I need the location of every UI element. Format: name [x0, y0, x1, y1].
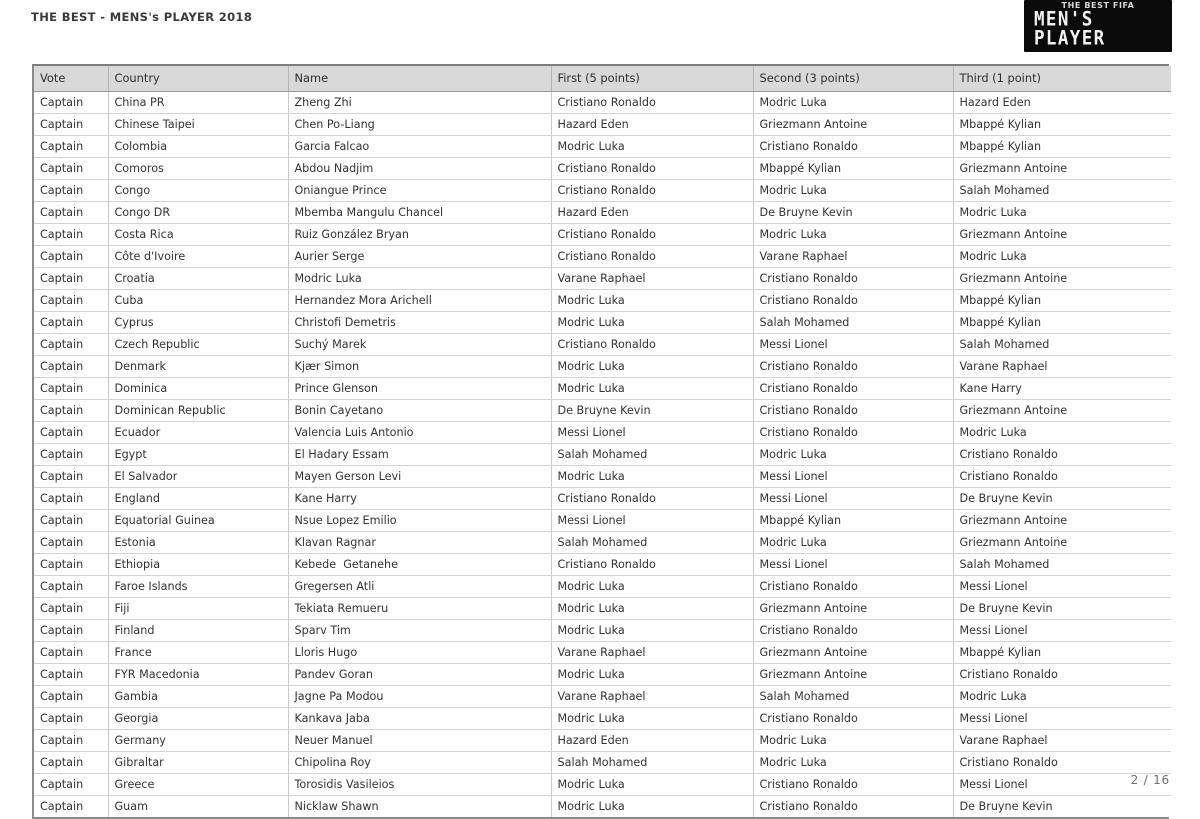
cell-name: Neuer Manuel [288, 730, 551, 752]
cell-country: FYR Macedonia [108, 664, 288, 686]
cell-first: Cristiano Ronaldo [551, 158, 753, 180]
cell-country: Greece [108, 774, 288, 796]
cell-name: Pandev Goran [288, 664, 551, 686]
cell-third: Modric Luka [953, 686, 1171, 708]
cell-country: Equatorial Guinea [108, 510, 288, 532]
table-row [34, 202, 1171, 224]
cell-first: Varane Raphael [551, 686, 753, 708]
cell-vote: Captain [34, 664, 108, 686]
table-row [34, 642, 1171, 664]
cell-name: Sparv Tim [288, 620, 551, 642]
cell-third: De Bruyne Kevin [953, 488, 1171, 510]
table-row [34, 334, 1171, 356]
cell-first: Cristiano Ronaldo [551, 180, 753, 202]
logo-player-text: PLAYER [1034, 27, 1106, 51]
cell-vote: Captain [34, 246, 108, 268]
cell-vote: Captain [34, 136, 108, 158]
cell-vote: Captain [34, 224, 108, 246]
cell-second: Modric Luka [753, 92, 953, 114]
cell-vote: Captain [34, 356, 108, 378]
cell-second: Cristiano Ronaldo [753, 708, 953, 730]
cell-name: Kankava Jaba [288, 708, 551, 730]
cell-second: Cristiano Ronaldo [753, 400, 953, 422]
cell-third: Mbappé Kylian [953, 312, 1171, 334]
cell-vote: Captain [34, 158, 108, 180]
cell-first: Modric Luka [551, 290, 753, 312]
table-row [34, 114, 1171, 136]
table-row [34, 268, 1171, 290]
cell-third: De Bruyne Kevin [953, 796, 1171, 818]
cell-second: Griezmann Antoine [753, 664, 953, 686]
cell-vote: Captain [34, 708, 108, 730]
cell-third: Cristiano Ronaldo [953, 444, 1171, 466]
cell-second: Cristiano Ronaldo [753, 290, 953, 312]
cell-country: Estonia [108, 532, 288, 554]
cell-first: Salah Mohamed [551, 444, 753, 466]
cell-name: Bonin Cayetano [288, 400, 551, 422]
table-row [34, 246, 1171, 268]
table-row [34, 136, 1171, 158]
cell-country: Costa Rica [108, 224, 288, 246]
cell-first: Modric Luka [551, 356, 753, 378]
cell-name: Prince Glenson [288, 378, 551, 400]
cell-name: Nsue Lopez Emilio [288, 510, 551, 532]
cell-vote: Captain [34, 114, 108, 136]
cell-second: Modric Luka [753, 730, 953, 752]
cell-vote: Captain [34, 642, 108, 664]
cell-second: Modric Luka [753, 532, 953, 554]
table-row [34, 752, 1171, 774]
cell-country: Dominican Republic [108, 400, 288, 422]
cell-vote: Captain [34, 312, 108, 334]
table-row [34, 554, 1171, 576]
table-row [34, 224, 1171, 246]
cell-name: Chen Po-Liang [288, 114, 551, 136]
cell-third: Messi Lionel [953, 620, 1171, 642]
cell-second: Griezmann Antoine [753, 114, 953, 136]
cell-first: Cristiano Ronaldo [551, 224, 753, 246]
cell-third: Salah Mohamed [953, 180, 1171, 202]
cell-name: Nicklaw Shawn [288, 796, 551, 818]
cell-country: Congo DR [108, 202, 288, 224]
column-header-third: Third (1 point) [953, 66, 1171, 92]
cell-name: Oniangue Prince [288, 180, 551, 202]
cell-second: Griezmann Antoine [753, 642, 953, 664]
cell-second: Modric Luka [753, 444, 953, 466]
cell-name: Modric Luka [288, 268, 551, 290]
cell-second: Cristiano Ronaldo [753, 620, 953, 642]
table-row [34, 796, 1171, 818]
cell-second: Griezmann Antoine [753, 598, 953, 620]
cell-third: Modric Luka [953, 246, 1171, 268]
cell-country: Cyprus [108, 312, 288, 334]
table-header-row [34, 66, 1171, 92]
cell-first: Messi Lionel [551, 422, 753, 444]
cell-third: Griezmann Antoine [953, 532, 1171, 554]
cell-name: Chipolina Roy [288, 752, 551, 774]
table-row [34, 532, 1171, 554]
cell-second: Cristiano Ronaldo [753, 422, 953, 444]
cell-name: Klavan Ragnar [288, 532, 551, 554]
cell-second: Messi Lionel [753, 488, 953, 510]
cell-third: Messi Lionel [953, 774, 1171, 796]
cell-third: Hazard Eden [953, 92, 1171, 114]
table-row [34, 576, 1171, 598]
cell-second: Cristiano Ronaldo [753, 136, 953, 158]
cell-country: Gambia [108, 686, 288, 708]
column-header-second: Second (3 points) [753, 66, 953, 92]
cell-vote: Captain [34, 378, 108, 400]
cell-vote: Captain [34, 290, 108, 312]
cell-first: Hazard Eden [551, 730, 753, 752]
cell-name: Aurier Serge [288, 246, 551, 268]
cell-second: Modric Luka [753, 752, 953, 774]
cell-second: Messi Lionel [753, 334, 953, 356]
cell-second: Cristiano Ronaldo [753, 774, 953, 796]
cell-first: Varane Raphael [551, 268, 753, 290]
cell-third: Griezmann Antoine [953, 158, 1171, 180]
cell-name: Valencia Luis Antonio [288, 422, 551, 444]
cell-name: Hernandez Mora Arichell [288, 290, 551, 312]
cell-vote: Captain [34, 466, 108, 488]
cell-vote: Captain [34, 334, 108, 356]
the-best-fifa-mens-player-logo [1024, 0, 1172, 52]
table-row [34, 180, 1171, 202]
cell-vote: Captain [34, 576, 108, 598]
cell-first: Salah Mohamed [551, 752, 753, 774]
column-header-country: Country [108, 66, 288, 92]
cell-first: Hazard Eden [551, 114, 753, 136]
cell-country: China PR [108, 92, 288, 114]
cell-vote: Captain [34, 796, 108, 818]
cell-country: Fiji [108, 598, 288, 620]
cell-name: Kebede Getanehe [288, 554, 551, 576]
cell-country: Congo [108, 180, 288, 202]
table-row [34, 158, 1171, 180]
cell-country: Gibraltar [108, 752, 288, 774]
cell-country: England [108, 488, 288, 510]
cell-third: Varane Raphael [953, 730, 1171, 752]
cell-name: Lloris Hugo [288, 642, 551, 664]
cell-third: Mbappé Kylian [953, 136, 1171, 158]
cell-country: Dominica [108, 378, 288, 400]
table-row [34, 774, 1171, 796]
cell-first: Modric Luka [551, 136, 753, 158]
cell-vote: Captain [34, 202, 108, 224]
cell-name: Kane Harry [288, 488, 551, 510]
cell-first: Modric Luka [551, 466, 753, 488]
cell-third: Cristiano Ronaldo [953, 664, 1171, 686]
table-row [34, 510, 1171, 532]
cell-first: Modric Luka [551, 598, 753, 620]
cell-third: Griezmann Antoine [953, 510, 1171, 532]
cell-country: Egypt [108, 444, 288, 466]
cell-vote: Captain [34, 92, 108, 114]
cell-third: Salah Mohamed [953, 554, 1171, 576]
logo-mens-text: MEN'S [1034, 8, 1094, 32]
cell-first: Hazard Eden [551, 202, 753, 224]
table-row [34, 598, 1171, 620]
cell-country: Germany [108, 730, 288, 752]
cell-third: Griezmann Antoine [953, 268, 1171, 290]
table-row [34, 356, 1171, 378]
cell-first: Modric Luka [551, 774, 753, 796]
cell-vote: Captain [34, 532, 108, 554]
cell-name: Mbemba Mangulu Chancel [288, 202, 551, 224]
cell-country: Cuba [108, 290, 288, 312]
cell-first: Cristiano Ronaldo [551, 246, 753, 268]
cell-second: Cristiano Ronaldo [753, 356, 953, 378]
cell-first: Cristiano Ronaldo [551, 92, 753, 114]
cell-first: Modric Luka [551, 708, 753, 730]
table-row [34, 620, 1171, 642]
cell-country: Georgia [108, 708, 288, 730]
cell-first: Modric Luka [551, 576, 753, 598]
cell-second: Cristiano Ronaldo [753, 268, 953, 290]
cell-second: Mbappé Kylian [753, 158, 953, 180]
cell-vote: Captain [34, 510, 108, 532]
cell-name: Mayen Gerson Levi [288, 466, 551, 488]
cell-country: Ethiopia [108, 554, 288, 576]
cell-first: Modric Luka [551, 378, 753, 400]
cell-third: Mbappé Kylian [953, 114, 1171, 136]
table-body [34, 92, 1171, 818]
cell-third: Mbappé Kylian [953, 642, 1171, 664]
cell-second: Messi Lionel [753, 466, 953, 488]
table-row [34, 312, 1171, 334]
cell-country: Finland [108, 620, 288, 642]
table-row [34, 444, 1171, 466]
cell-third: Griezmann Antoine [953, 400, 1171, 422]
column-header-first: First (5 points) [551, 66, 753, 92]
cell-third: Modric Luka [953, 202, 1171, 224]
table-header [34, 66, 1171, 92]
cell-name: El Hadary Essam [288, 444, 551, 466]
cell-vote: Captain [34, 686, 108, 708]
cell-vote: Captain [34, 400, 108, 422]
column-header-vote: Vote [34, 66, 108, 92]
table-row [34, 422, 1171, 444]
cell-country: Czech Republic [108, 334, 288, 356]
table-row [34, 92, 1171, 114]
table-row [34, 730, 1171, 752]
cell-first: Varane Raphael [551, 642, 753, 664]
cell-third: Kane Harry [953, 378, 1171, 400]
table-row [34, 466, 1171, 488]
cell-third: Salah Mohamed [953, 334, 1171, 356]
cell-country: Colombia [108, 136, 288, 158]
cell-vote: Captain [34, 268, 108, 290]
votes-table [34, 66, 1171, 817]
cell-name: Tekiata Remueru [288, 598, 551, 620]
cell-first: Cristiano Ronaldo [551, 554, 753, 576]
cell-second: Mbappé Kylian [753, 510, 953, 532]
cell-second: Salah Mohamed [753, 312, 953, 334]
cell-vote: Captain [34, 752, 108, 774]
cell-third: Griezmann Antoine [953, 224, 1171, 246]
cell-name: Christofi Demetris [288, 312, 551, 334]
cell-vote: Captain [34, 554, 108, 576]
table-row [34, 488, 1171, 510]
cell-third: Messi Lionel [953, 576, 1171, 598]
table-row [34, 664, 1171, 686]
cell-name: Garcia Falcao [288, 136, 551, 158]
cell-first: Salah Mohamed [551, 532, 753, 554]
cell-country: France [108, 642, 288, 664]
cell-name: Suchý Marek [288, 334, 551, 356]
cell-country: Denmark [108, 356, 288, 378]
cell-second: De Bruyne Kevin [753, 202, 953, 224]
cell-country: Ecuador [108, 422, 288, 444]
cell-name: Abdou Nadjim [288, 158, 551, 180]
cell-name: Kjær Simon [288, 356, 551, 378]
cell-third: Cristiano Ronaldo [953, 466, 1171, 488]
cell-second: Cristiano Ronaldo [753, 378, 953, 400]
cell-name: Torosidis Vasileios [288, 774, 551, 796]
cell-third: De Bruyne Kevin [953, 598, 1171, 620]
cell-country: Chinese Taipei [108, 114, 288, 136]
cell-country: El Salvador [108, 466, 288, 488]
cell-first: De Bruyne Kevin [551, 400, 753, 422]
cell-second: Messi Lionel [753, 554, 953, 576]
cell-third: Varane Raphael [953, 356, 1171, 378]
cell-first: Messi Lionel [551, 510, 753, 532]
table-row [34, 400, 1171, 422]
cell-vote: Captain [34, 774, 108, 796]
cell-first: Cristiano Ronaldo [551, 334, 753, 356]
cell-second: Modric Luka [753, 180, 953, 202]
cell-country: Croatia [108, 268, 288, 290]
cell-first: Cristiano Ronaldo [551, 488, 753, 510]
cell-name: Jagne Pa Modou [288, 686, 551, 708]
cell-third: Modric Luka [953, 422, 1171, 444]
cell-vote: Captain [34, 620, 108, 642]
cell-name: Gregersen Atli [288, 576, 551, 598]
cell-third: Cristiano Ronaldo [953, 752, 1171, 774]
cell-country: Guam [108, 796, 288, 818]
cell-second: Cristiano Ronaldo [753, 576, 953, 598]
cell-name: Zheng Zhi [288, 92, 551, 114]
cell-name: Ruiz González Bryan [288, 224, 551, 246]
column-header-name: Name [288, 66, 551, 92]
cell-first: Modric Luka [551, 312, 753, 334]
cell-second: Modric Luka [753, 224, 953, 246]
cell-first: Modric Luka [551, 796, 753, 818]
votes-table-container [32, 64, 1169, 819]
cell-vote: Captain [34, 422, 108, 444]
table-row [34, 708, 1171, 730]
cell-first: Modric Luka [551, 620, 753, 642]
cell-third: Messi Lionel [953, 708, 1171, 730]
page-title: THE BEST - MENS's PLAYER 2018 [31, 10, 253, 24]
cell-first: Modric Luka [551, 664, 753, 686]
cell-third: Mbappé Kylian [953, 290, 1171, 312]
table-row [34, 378, 1171, 400]
cell-second: Salah Mohamed [753, 686, 953, 708]
page-number: 2 / 16 [1130, 773, 1170, 787]
logo-the-best-fifa-text: THE BEST FIFA [1061, 1, 1135, 10]
cell-vote: Captain [34, 598, 108, 620]
cell-country: Comoros [108, 158, 288, 180]
cell-country: Côte d'Ivoire [108, 246, 288, 268]
cell-vote: Captain [34, 444, 108, 466]
cell-second: Varane Raphael [753, 246, 953, 268]
cell-vote: Captain [34, 180, 108, 202]
cell-vote: Captain [34, 730, 108, 752]
table-row [34, 290, 1171, 312]
cell-second: Cristiano Ronaldo [753, 796, 953, 818]
cell-country: Faroe Islands [108, 576, 288, 598]
table-row [34, 686, 1171, 708]
cell-vote: Captain [34, 488, 108, 510]
